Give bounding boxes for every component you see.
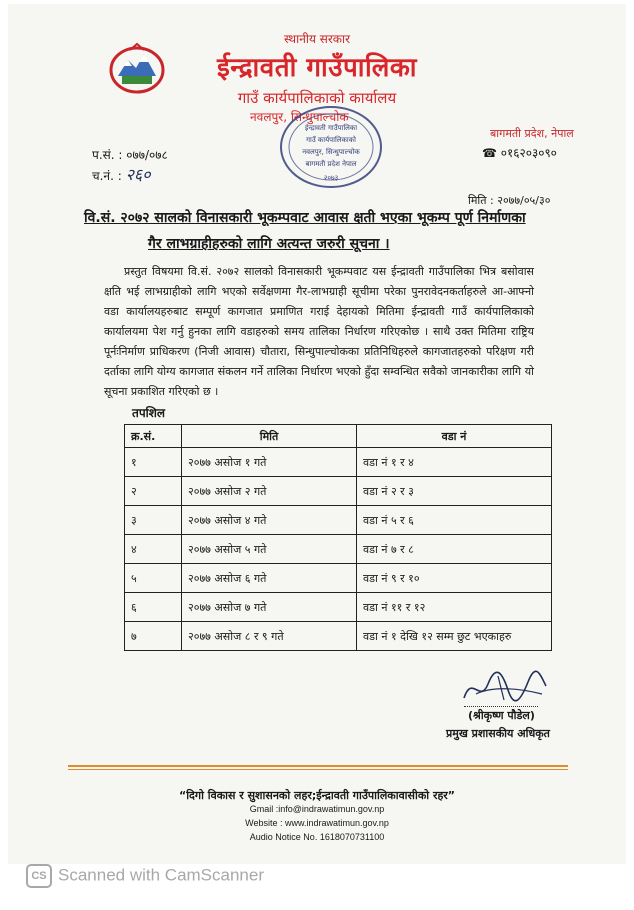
province-label: बागमती प्रदेश, नेपाल <box>490 127 574 140</box>
signatory-title: प्रमुख प्रशासकीय अधिकृत <box>446 727 550 740</box>
cell-serial: २ <box>125 477 182 506</box>
stamp-line-3: नवलपुर, सिन्धुपाल्चोक <box>302 148 360 156</box>
local-government-label: स्थानीय सरकार <box>284 32 350 46</box>
signatory-name: (श्रीकृष्ण पौडेल) <box>468 709 535 722</box>
header-ward: वडा नं <box>357 425 552 448</box>
table-caption: तपशिल <box>132 406 166 420</box>
stamp-line-2: गाउँ कार्यपालिकाको <box>306 136 356 144</box>
cell-serial: ४ <box>125 535 182 564</box>
header-serial: क्र.सं. <box>125 425 182 448</box>
table-row <box>125 535 552 564</box>
footer-website: Website : www.indrawatimun.gov.np <box>245 818 389 828</box>
footer-audio-notice: Audio Notice No. 1618070731100 <box>249 832 385 842</box>
dispatch-value: २६० <box>125 165 151 184</box>
cell-date: २०७७ असोज ४ गते <box>182 506 357 535</box>
cell-ward: वडा नं ७ र ८ <box>357 535 552 564</box>
schedule-table <box>124 424 552 651</box>
table-header-row <box>125 425 552 448</box>
table-row <box>125 506 552 535</box>
cell-date: २०७७ असोज ८ र ९ गते <box>182 622 357 651</box>
footer-slogan: “दिगो विकास र सुशासनको लहर;ईन्द्रावती गाउँपालिकावासीको रहर” <box>178 789 456 802</box>
camscanner-watermark <box>26 864 264 888</box>
cell-serial: ५ <box>125 564 182 593</box>
cell-date: २०७७ असोज १ गते <box>182 448 357 477</box>
table-row <box>125 564 552 593</box>
subject-line-2: गैर लाभग्राहीहरुको लागि अत्यन्त जरुरी सूचना । <box>148 236 390 252</box>
table-row <box>125 477 552 506</box>
phone-number: ☎ ०१६२०३०९० <box>482 146 557 160</box>
cell-date: २०७७ असोज ७ गते <box>182 593 357 622</box>
office-name: गाउँ कार्यपालिकाको कार्यालय <box>237 89 397 107</box>
dispatch-label: च.नं. : <box>92 169 122 183</box>
cell-ward: वडा नं ९ र १० <box>357 564 552 593</box>
cell-date: २०७७ असोज ५ गते <box>182 535 357 564</box>
cell-serial: १ <box>125 448 182 477</box>
watermark-text: Scanned with CamScanner <box>58 865 265 885</box>
table-row <box>125 622 552 651</box>
cell-serial: ७ <box>125 622 182 651</box>
cell-ward: वडा नं ५ र ६ <box>357 506 552 535</box>
header-date: मिति <box>182 425 357 448</box>
cell-ward: वडा नं २ र ३ <box>357 477 552 506</box>
office-stamp <box>278 104 384 190</box>
cell-serial: ६ <box>125 593 182 622</box>
stamp-line-4: बागमती प्रदेश नेपाल <box>305 160 357 168</box>
notice-body <box>104 262 534 402</box>
handwritten-signature <box>458 664 550 710</box>
cell-date: २०७७ असोज २ गते <box>182 477 357 506</box>
footer-divider-thin <box>68 769 568 770</box>
cell-date: २०७७ असोज ६ गते <box>182 564 357 593</box>
table-row <box>125 593 552 622</box>
signature-line <box>464 706 538 707</box>
letter-date: मिति : २०७७/०५/३० <box>468 194 551 207</box>
notice-paragraph: प्रस्तुत विषयमा वि.सं. २०७२ सालको विनासकारी भूकम्पवाट यस ईन्द्रावती गाउँपालिका भित्र बसोवास क्षति भई लाभग्राहीको लागि भएको सर्वेक्षणमा गैर-लाभग्राही सूचीमा परेका पुनरावेदनकर्ताहरुले आ-आफ्नो वडा कार्यालयहरुबाट सम्पूर्ण कागजात प्रमाणित गराई देहायको मितिमा ईन्द्रावती गाउँ कार्यपालिकाको कार्यालयमा पेश गर्नु हुनका लागि वडाहरुको समय तालिका निर्धारण गरिएकोछ । साथै उक्त मितिमा राष्ट्रिय पूर्नःनिर्माण प्राधिकरण (निजी आवास) चौतारा, सिन्धुपाल्चोकका प्रतिनिधिहरुले कागजातहरुको परिक्षण गरी दर्ताका लागि योग्य कागजात संकलन गर्ने तालिका निर्धारण भएको हुँदा सम्वन्धित सवैको जानकारीका लागि यो सूचना प्रकाशित गरिएको छ । <box>104 265 534 398</box>
cell-ward: वडा नं १ देखि १२ सम्म छुट भएकाहरु <box>357 622 552 651</box>
table-row <box>125 448 552 477</box>
office-address: नवलपुर, सिन्धुपाल्चोक <box>250 110 349 124</box>
subject-line-1: वि.सं. २०७२ सालको विनासकारी भूकम्पवाट आवास क्षती भएका भूकम्प पूर्ण निर्माणका <box>84 210 526 226</box>
footer-divider <box>68 765 568 767</box>
footer-email: Gmail :info@indrawatimun.gov.np <box>249 804 385 814</box>
municipality-name: ईन्द्रावती गाउँपालिका <box>216 53 418 83</box>
cell-ward: वडा नं ११ र १२ <box>357 593 552 622</box>
reference-number: प.सं. : ०७७/०७८ <box>92 148 168 162</box>
stamp-year: २०७३ <box>323 174 339 182</box>
cell-serial: ३ <box>125 506 182 535</box>
cell-ward: वडा नं १ र ४ <box>357 448 552 477</box>
dispatch-number <box>92 163 151 185</box>
camscanner-logo-icon: CS <box>26 864 52 888</box>
stamp-line-1: ईन्द्रावती गाउँपालिका <box>304 124 358 132</box>
